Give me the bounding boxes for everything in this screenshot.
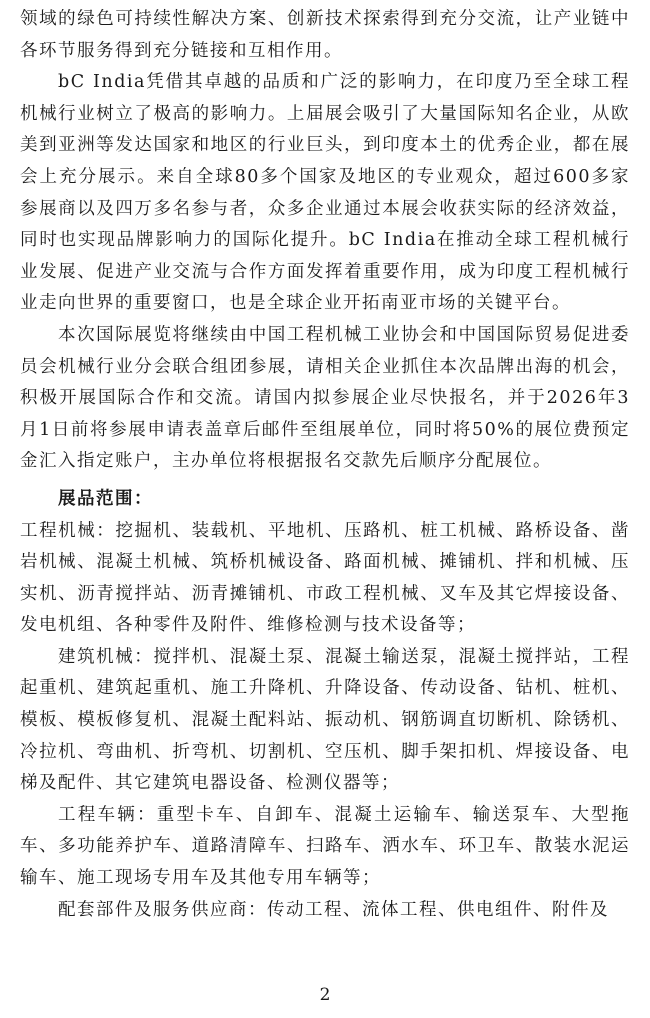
paragraph-bc-india-intro: bC India凭借其卓越的品质和广泛的影响力，在印度乃至全球工程机械行业树立了极高的影响力。上届展会吸引了大量国际知名企业，从欧美到亚洲等发达国家和地区的行业巨头，到印度本土的优秀企业，都在展会上充分展示。来自全球80多个国家及地区的专业观众，超过600多家参展商以及四万多名参与者，众多企业通过本展会收获实际的经济效益，同时也实现品牌影响力的国际化提升。bC India在推动全球工程机械行业发展、促进产业交流与合作方面发挥着重要作用，成为印度工程机械行业走向世界的重要窗口，也是全球企业开拓南亚市场的关键平台。 — [20, 72, 630, 314]
paragraph-registration-notice: 本次国际展览将继续由中国工程机械工业协会和中国国际贸易促进委员会机械行业分会联合组团参展，请相关企业抓住本次品牌出海的机会，积极开展国际合作和交流。请国内拟参展企业尽快报名，并于2026年3月1日前将参展申请表盖章后邮件至组展单位，同时将50%的展位费预定金汇入指定账户，主办单位将根据报名交款先后顺序分配展位。 — [20, 324, 630, 472]
exhibit-category-construction-machinery: 工程机械：挖掘机、装载机、平地机、压路机、桩工机械、路桥设备、凿岩机械、混凝土机械、筑桥机械设备、路面机械、摊铺机、拌和机械、压实机、沥青搅拌站、沥青摊铺机、市政工程机械、叉车及其它焊接设备、发电机组、各种零件及附件、维修检测与技术设备等； — [20, 520, 630, 636]
exhibit-category-building-machinery: 建筑机械：搅拌机、混凝土泵、混凝土输送泵，混凝土搅拌站，工程起重机、建筑起重机、施工升降机、升降设备、传动设备、钻机、桩机、模板、模板修复机、混凝土配料站、振动机、钢筋调直切断机、除锈机、冷拉机、弯曲机、折弯机、切割机、空压机、脚手架扣机、焊接设备、电梯及配件、其它建筑电器设备、检测仪器等； — [20, 646, 630, 794]
paragraph-continuation: 领域的绿色可持续性解决方案、创新技术探索得到充分交流，让产业链中各环节服务得到充分链接和互相作用。 — [20, 9, 630, 61]
exhibit-category-engineering-vehicles: 工程车辆：重型卡车、自卸车、混凝土运输车、输送泵车、大型拖车、多功能养护车、道路清障车、扫路车、洒水车、环卫车、散装水泥运输车、施工现场专用车及其他专用车辆等； — [20, 804, 630, 889]
document-body — [20, 4, 630, 926]
page-number: 2 — [319, 985, 331, 1005]
exhibits-heading: 展品范围： — [58, 488, 153, 509]
exhibit-category-components-suppliers: 配套部件及服务供应商：传动工程、流体工程、供电组件、附件及 — [58, 899, 609, 920]
